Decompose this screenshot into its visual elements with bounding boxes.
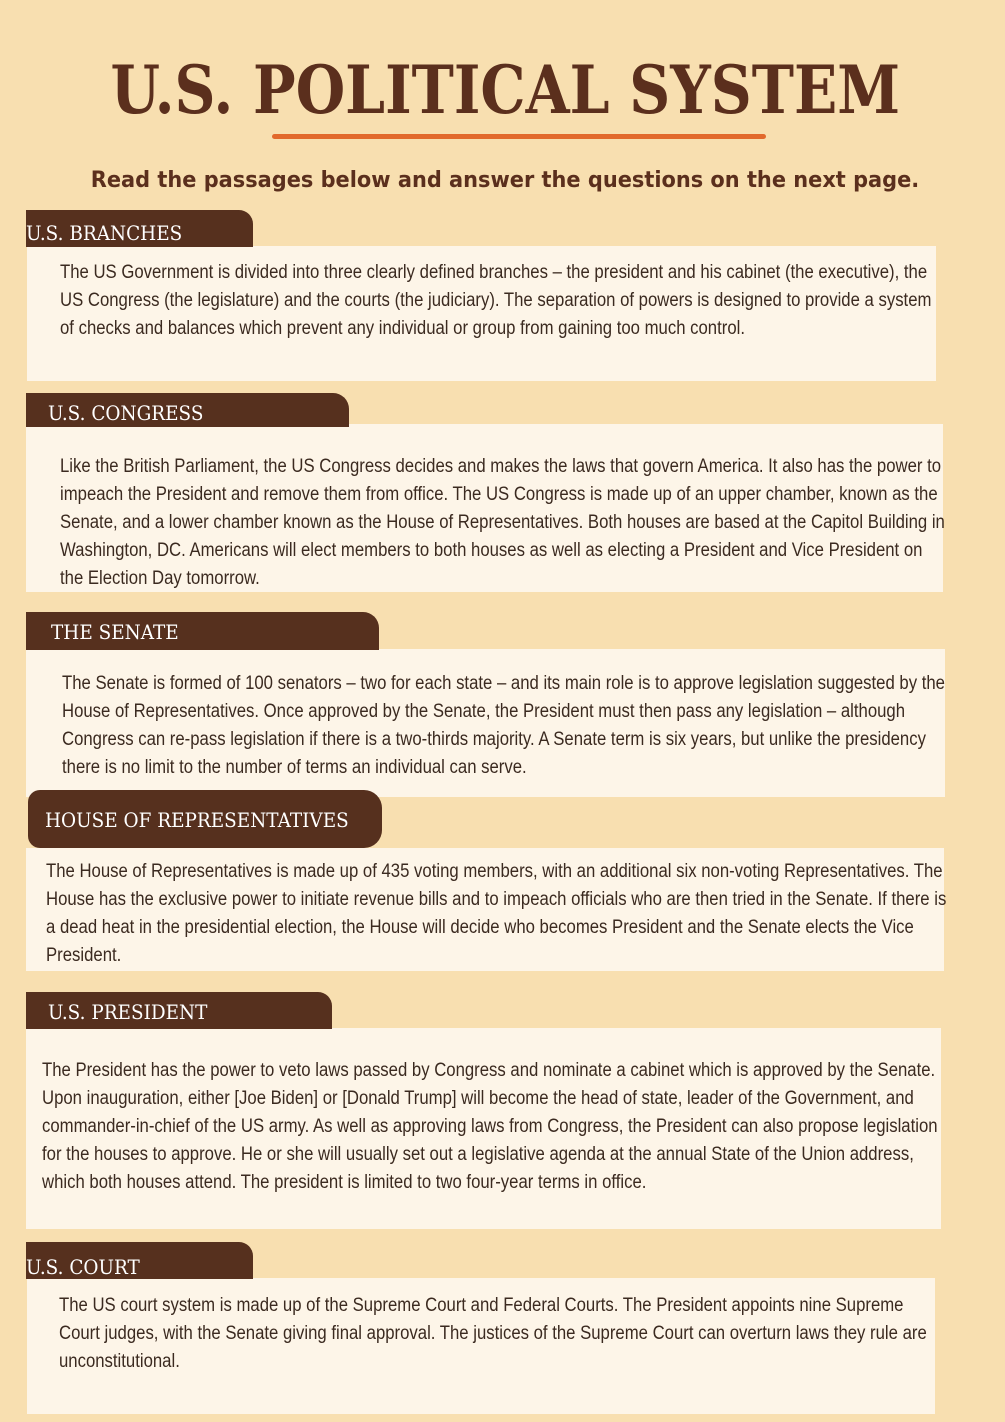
section-senate-heading: THE SENATE [51,620,179,644]
section-congress-heading: U.S. CONGRESS [48,401,204,425]
section-congress-text: Like the British Parliament, the US Congress decides and makes the laws that govern America. It also has the power to impeach the President and remove them from office. The US Congress is made up of an upper chamber, known as the Senate, and a lower chamber known as the House of Representatives. Both houses are based at the Capitol Building in Washington, DC. Americans will elect members to both houses as well as electing a President and Vice President on the Election Day tomorrow. [60,456,945,589]
section-branches-tab [26,210,253,247]
section-court-text: The US court system is made up of the Supreme Court and Federal Courts. The President appoints nine Supreme Court judges, with the Senate giving final approval. The justices of the Supreme Court can overturn laws they rule are unconstitutional. [59,1295,927,1372]
section-senate-tab [26,612,379,650]
section-court-heading: U.S. COURT [26,1255,140,1279]
instructions: Read the passages below and answer the questions on the next page. [90,168,920,193]
section-court-tab [26,1242,253,1279]
section-president-box [26,1028,941,1229]
section-congress-box [26,424,943,592]
section-house-box [26,848,947,971]
section-house-tab [28,790,382,848]
section-house-heading: HOUSE OF REPRESENTATIVES [45,808,349,832]
section-house-text: The House of Representatives is made up of 435 voting members, with an additional six non-voting Representatives. The House has the exclusive power to initiate revenue bills and to impeach officials who are then tried in the Senate. If there is a dead heat in the presidential election, the House will decide who becomes President and the Senate elects the Vice President. [46,861,947,966]
page-title: U.S. POLITICAL SYSTEM [110,51,901,129]
section-branches-text: The US Government is divided into three clearly defined branches – the president and his cabinet (the executive), the US Congress (the legislature) and the courts (the judiciary). The separation of powers is designed to provide a system of checks and balances which prevent any individual or group from gaining too much control. [60,262,932,339]
title-underline [272,134,766,139]
section-court-box [27,1278,935,1414]
section-president-text: The President has the power to veto laws passed by Congress and nominate a cabinet which is approved by the Senate. Upon inauguration, either [Joe Biden] or [Donald Trump] will become the head of state, leader of the Government, and commander-in-chief of the US army. As well as approving laws from Congress, the President can also propose legislation for the houses to approve. He or she will usually set out a legislative agenda at the annual State of the Union address, which both houses attend. The president is limited to two four-year terms in office. [42,1060,938,1193]
section-senate-text: The Senate is formed of 100 senators – two for each state – and its main role is to approve legislation suggested by the House of Representatives. Once approved by the Senate, the President must then pass any legislation – although Congress can re-pass legislation if there is a two-thirds majority. A Senate term is six years, but unlike the presidency there is no limit to the number of terms an individual can serve. [62,673,945,778]
section-president-heading: U.S. PRESIDENT [48,1000,208,1024]
section-congress-tab [26,393,349,427]
section-branches-box [27,246,936,381]
section-president-tab [26,992,332,1029]
section-branches-heading: U.S. BRANCHES [26,221,183,245]
section-senate-box [26,649,945,797]
